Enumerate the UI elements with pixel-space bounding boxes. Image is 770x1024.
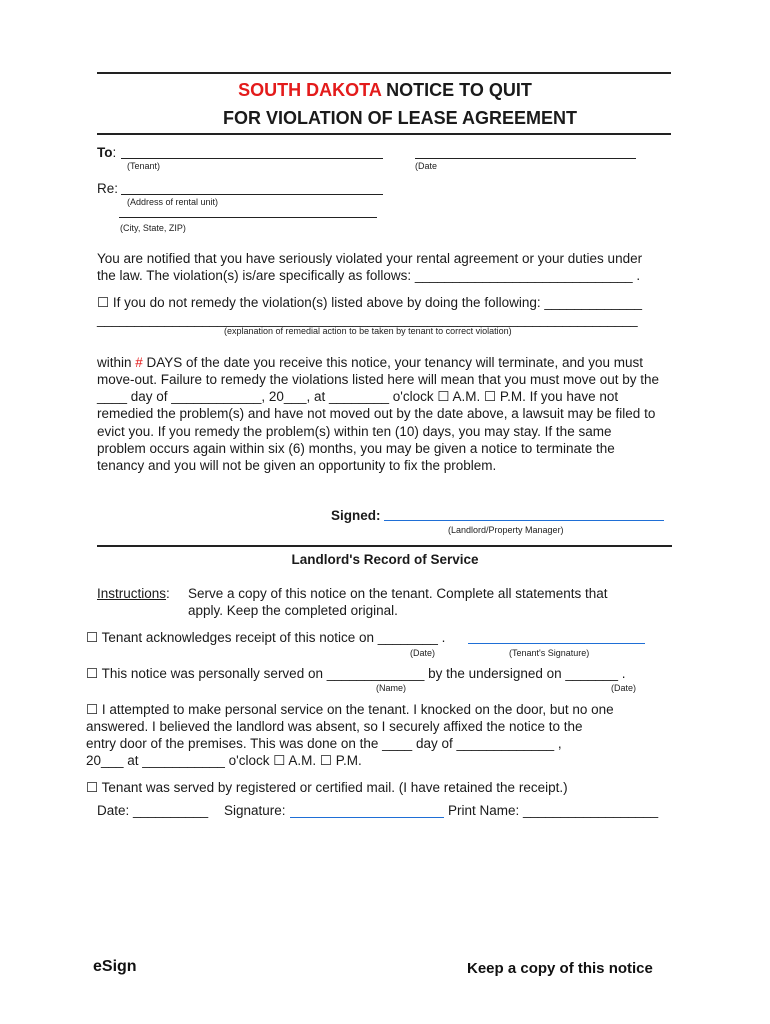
address-caption: (Address of rental unit) [127, 197, 219, 207]
esign-logo: eSign [93, 958, 137, 975]
termination-line-4: remedied the problem(s) and have not moved out by the date above, a lawsuit may be filed to [97, 406, 656, 421]
remedy-caption: (explanation of remedial action to be taken by tenant to correct violation) [224, 326, 512, 336]
date-field[interactable] [415, 158, 636, 159]
re-label: Re: [97, 181, 119, 196]
instructions-label [97, 586, 170, 601]
violation-paragraph-line-1: You are notified that you have seriously violated your rental agreement or your duties under [97, 251, 643, 266]
termination-line-3: ____ day of ____________, 20___, at ________ o'clock ☐ A.M. ☐ P.M. If you have not [97, 389, 619, 404]
ack-checkbox-line[interactable]: ☐ Tenant acknowledges receipt of this notice on ________ . [86, 630, 446, 645]
keep-copy-note: Keep a copy of this notice [467, 960, 653, 977]
termination-line-5: evict you. If you remedy the problem(s) within ten (10) days, you may stay. If the same [97, 424, 612, 439]
to-colon: : [112, 145, 117, 160]
tenant-field[interactable] [121, 158, 383, 159]
personal-service-checkbox-line[interactable]: ☐ This notice was personally served on _____________ by the undersigned on _______ . [86, 666, 626, 681]
termination-line-2: move-out. Failure to remedy the violations listed here will mean that you must move out by the [97, 372, 660, 387]
days-placeholder: # [135, 355, 143, 370]
termination-line-1 [97, 355, 643, 370]
personal-date-caption: (Date) [611, 683, 637, 693]
tenant-caption: (Tenant) [127, 161, 161, 171]
signed-label: Signed: [331, 508, 381, 523]
termination-line-7: tenancy and you will not be given an opportunity to fix the problem. [97, 458, 497, 473]
mail-signature-label: Signature: [224, 803, 286, 818]
landlord-caption: (Landlord/Property Manager) [448, 525, 564, 535]
landlord-signature-field[interactable] [384, 520, 664, 521]
city-field[interactable] [119, 217, 377, 218]
termination-line-1-rest: DAYS of the date you receive this notice, your tenancy will terminate, and you must [142, 355, 644, 370]
termination-line-6: problem occurs again within six (6) months, you may be given a notice to terminate the [97, 441, 615, 456]
title-bottom-rule [97, 133, 671, 135]
instructions-label-text: Instructions [97, 586, 167, 601]
personal-name-caption: (Name) [376, 683, 407, 693]
mail-date-field[interactable]: Date: __________ [97, 803, 209, 818]
city-caption: (City, State, ZIP) [120, 223, 186, 233]
title-notice: NOTICE TO QUIT [381, 80, 532, 100]
within-text: within [97, 355, 136, 370]
ack-date-caption: (Date) [410, 648, 436, 658]
instructions-line-2: apply. Keep the completed original. [188, 603, 398, 618]
service-divider [97, 545, 672, 547]
service-heading: Landlord's Record of Service [291, 552, 479, 567]
attempt-line-2: answered. I believed the landlord was absent, so I securely affixed the notice to the [86, 719, 583, 734]
attempt-checkbox-line-1[interactable]: ☐ I attempted to make personal service on the tenant. I knocked on the door, but no one [86, 702, 614, 717]
remedy-checkbox-line[interactable]: ☐ If you do not remedy the violation(s) listed above by doing the following: _____________ [97, 295, 642, 310]
to-label-text: To [97, 145, 113, 160]
violation-paragraph-line-2: the law. The violation(s) is/are specifically as follows: _____________________________ . [97, 268, 641, 283]
remedy-blank-line: ________________________________________________________________________ [97, 312, 638, 327]
instructions-line-1: Serve a copy of this notice on the tenant. Complete all statements that [188, 586, 608, 601]
attempt-line-4: 20___ at ___________ o'clock ☐ A.M. ☐ P.M. [86, 753, 362, 768]
address-field[interactable] [121, 194, 383, 195]
attempt-line-3: entry door of the premises. This was done on the ____ day of _____________ , [86, 736, 562, 751]
mail-signature-field[interactable] [290, 817, 444, 818]
date-caption: (Date [415, 161, 438, 171]
ack-signature-caption: (Tenant's Signature) [509, 648, 590, 658]
mail-checkbox-line[interactable]: ☐ Tenant was served by registered or certified mail. (I have retained the receipt.) [86, 780, 568, 795]
title-line-2: FOR VIOLATION OF LEASE AGREEMENT [222, 108, 577, 128]
top-rule [97, 72, 671, 74]
print-name-field[interactable]: Print Name: __________________ [448, 803, 659, 818]
tenant-signature-field[interactable] [468, 643, 645, 644]
title-state: SOUTH DAKOTA [238, 80, 382, 100]
title-line-1 [0, 80, 770, 101]
to-label [97, 145, 116, 160]
instructions-colon: : [166, 586, 170, 601]
